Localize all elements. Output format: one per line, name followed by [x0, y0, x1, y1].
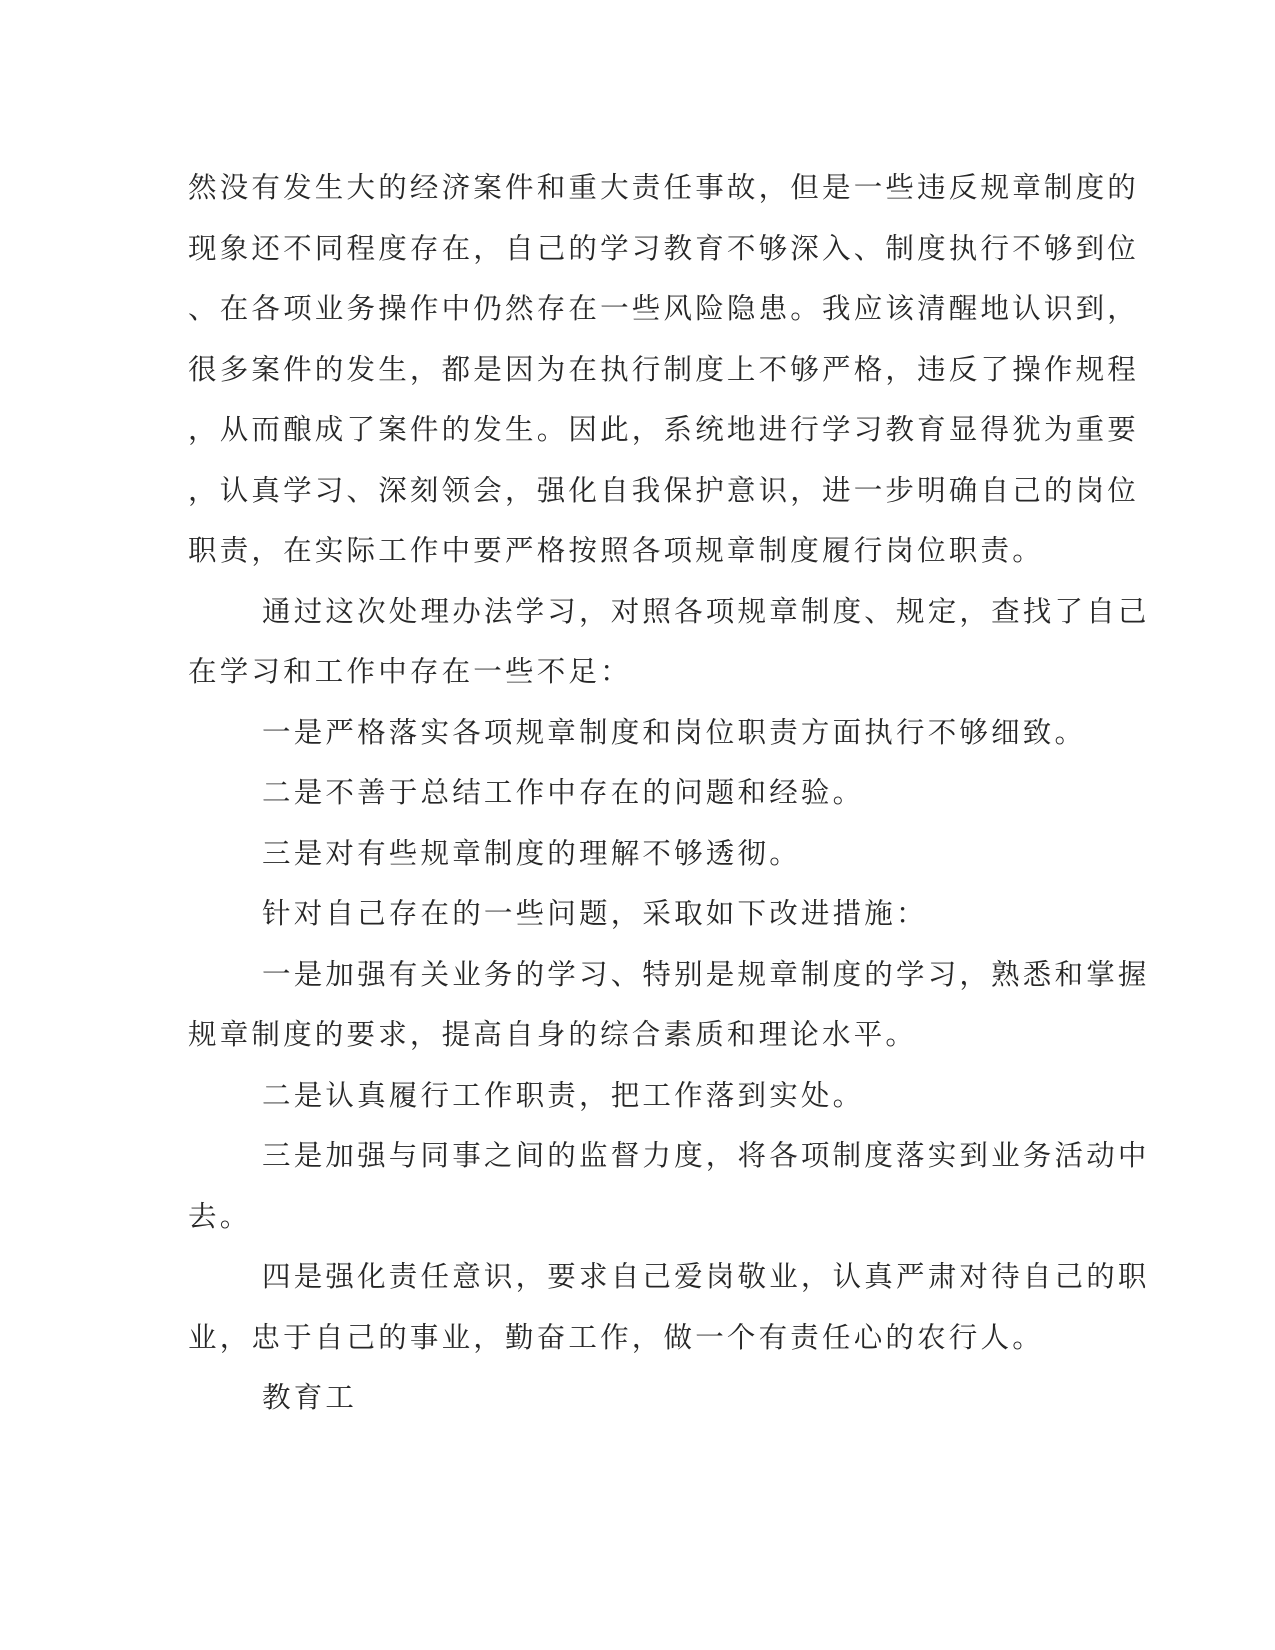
text-line: 三是加强与同事之间的监督力度，将各项制度落实到业务活动中: [262, 1139, 1150, 1172]
text-line: 业，忠于自己的事业，勤奋工作，做一个有责任心的农行人。: [188, 1320, 1044, 1354]
document-body: [188, 158, 1150, 1429]
text-line: 通过这次处理办法学习，对照各项规章制度、规定，查找了自己: [262, 594, 1150, 628]
text-line: 然没有发生大的经济案件和重大责任事故，但是一些违反规章制度的: [188, 171, 1140, 204]
text-line: 一是加强有关业务的学习、特别是规章制度的学习，熟悉和掌握: [262, 957, 1150, 991]
text-line: 四是强化责任意识，要求自己爱岗敬业，认真严肃对待自己的职: [262, 1260, 1150, 1293]
text-line: ，从而酿成了案件的发生。因此，系统地进行学习教育显得犹为重要: [188, 413, 1140, 446]
text-line: 在学习和工作中存在一些不足：: [188, 655, 632, 688]
text-line: 二是认真履行工作职责，把工作落到实处。: [262, 1078, 865, 1112]
text-line: 一是严格落实各项规章制度和岗位职责方面执行不够细致。: [262, 715, 1087, 749]
text-line: 很多案件的发生，都是因为在执行制度上不够严格，违反了操作规程: [188, 352, 1140, 386]
text-line: 规章制度的要求，提高自身的综合素质和理论水平。: [188, 1018, 918, 1051]
text-line: 教育工: [262, 1381, 358, 1414]
text-line: 职责，在实际工作中要严格按照各项规章制度履行岗位职责。: [188, 534, 1044, 567]
text-line: 、在各项业务操作中仍然存在一些风险隐患。我应该清醒地认识到，: [188, 292, 1140, 325]
text-line: 去。: [188, 1199, 252, 1233]
text-line: 三是对有些规章制度的理解不够透彻。: [262, 836, 801, 870]
text-line: 现象还不同程度存在，自己的学习教育不够深入、制度执行不够到位: [188, 231, 1140, 265]
text-line: ，认真学习、深刻领会，强化自我保护意识，进一步明确自己的岗位: [188, 473, 1140, 507]
text-line: 针对自己存在的一些问题，采取如下改进措施：: [262, 897, 928, 930]
text-line: 二是不善于总结工作中存在的问题和经验。: [262, 776, 865, 809]
